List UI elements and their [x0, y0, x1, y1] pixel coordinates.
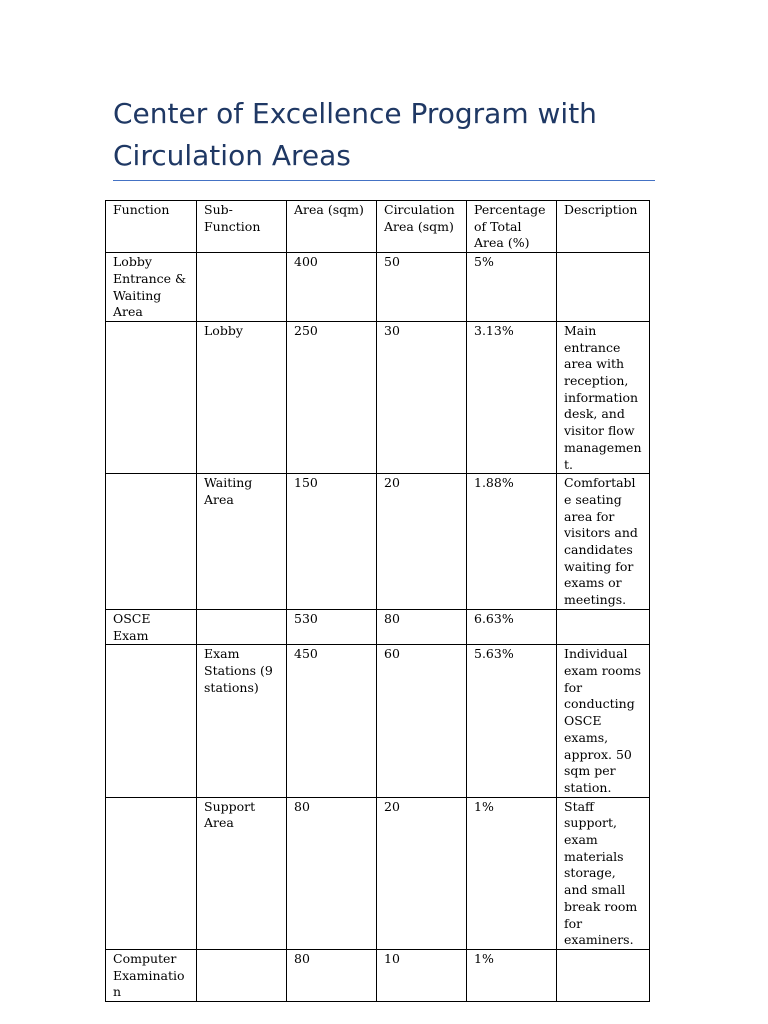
area-cell: 150 [287, 474, 377, 610]
circulation-cell: 10 [377, 949, 467, 1001]
circulation-cell: 30 [377, 321, 467, 473]
percentage-cell: 5.63% [467, 645, 557, 797]
description-cell: Comfortable seating area for visitors and candidates waiting for exams or meetings. [557, 474, 650, 610]
header-cell: Circulation Area (sqm) [377, 201, 467, 253]
sub-function-cell [197, 609, 287, 644]
description-cell: Individual exam rooms for conducting OSCE exams, approx. 50 sqm per station. [557, 645, 650, 797]
table-row [106, 321, 650, 473]
area-cell: 250 [287, 321, 377, 473]
table-header-row [106, 201, 650, 253]
function-cell [106, 321, 197, 473]
function-cell: OSCE Exam [106, 609, 197, 644]
area-cell: 400 [287, 253, 377, 322]
percentage-cell: 1% [467, 797, 557, 949]
header-cell: Function [106, 201, 197, 253]
function-cell [106, 645, 197, 797]
function-cell [106, 474, 197, 610]
percentage-cell: 5% [467, 253, 557, 322]
function-cell: Computer Examination [106, 949, 197, 1001]
circulation-cell: 60 [377, 645, 467, 797]
header-cell: Area (sqm) [287, 201, 377, 253]
area-cell: 80 [287, 797, 377, 949]
sub-function-cell: Exam Stations (9 stations) [197, 645, 287, 797]
header-cell: Description [557, 201, 650, 253]
description-cell [557, 609, 650, 644]
description-cell: Main entrance area with reception, information desk, and visitor flow management. [557, 321, 650, 473]
percentage-cell: 6.63% [467, 609, 557, 644]
percentage-cell: 3.13% [467, 321, 557, 473]
table-row [106, 609, 650, 644]
document-title: Center of Excellence Program with Circulation Areas [113, 97, 597, 172]
description-cell [557, 253, 650, 322]
sub-function-cell [197, 949, 287, 1001]
program-table [105, 200, 650, 1002]
circulation-cell: 20 [377, 474, 467, 610]
circulation-cell: 20 [377, 797, 467, 949]
table-row [106, 474, 650, 610]
table-row [106, 949, 650, 1001]
description-cell: Staff support, exam materials storage, and small break room for examiners. [557, 797, 650, 949]
sub-function-cell: Waiting Area [197, 474, 287, 610]
table-row [106, 253, 650, 322]
sub-function-cell [197, 253, 287, 322]
table-row [106, 797, 650, 949]
circulation-cell: 80 [377, 609, 467, 644]
area-cell: 450 [287, 645, 377, 797]
table-row [106, 645, 650, 797]
function-cell [106, 797, 197, 949]
area-cell: 80 [287, 949, 377, 1001]
sub-function-cell: Support Area [197, 797, 287, 949]
percentage-cell: 1% [467, 949, 557, 1001]
circulation-cell: 50 [377, 253, 467, 322]
header-cell: Sub-Function [197, 201, 287, 253]
percentage-cell: 1.88% [467, 474, 557, 610]
title-underline [113, 180, 655, 181]
sub-function-cell: Lobby [197, 321, 287, 473]
area-cell: 530 [287, 609, 377, 644]
function-cell: Lobby Entrance & Waiting Area [106, 253, 197, 322]
header-cell: Percentage of Total Area (%) [467, 201, 557, 253]
description-cell [557, 949, 650, 1001]
